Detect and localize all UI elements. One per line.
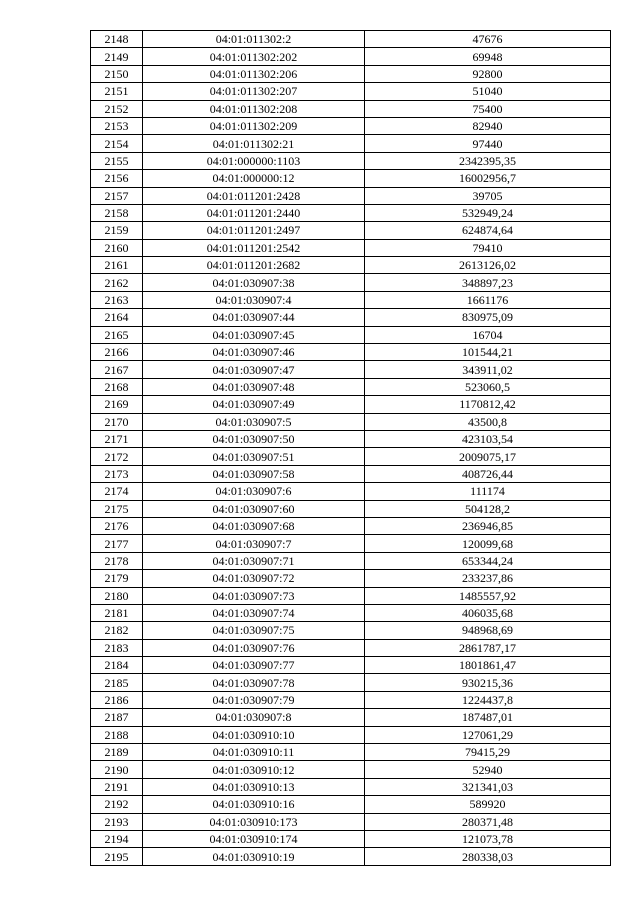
table-row	[91, 100, 611, 117]
cadastral-value-cell: 589920	[365, 796, 611, 813]
cadastral-value-cell: 406035,68	[365, 604, 611, 621]
row-number-cell: 2190	[91, 761, 143, 778]
cadastral-value-cell: 280338,03	[365, 848, 611, 865]
cadastral-number-cell: 04:01:011302:21	[143, 135, 365, 152]
cadastral-number-cell: 04:01:030907:6	[143, 483, 365, 500]
cadastral-value-cell: 408726,44	[365, 465, 611, 482]
table-row	[91, 361, 611, 378]
row-number-cell: 2148	[91, 31, 143, 48]
cadastral-number-cell: 04:01:030907:44	[143, 309, 365, 326]
table-row	[91, 309, 611, 326]
cadastral-number-cell: 04:01:030907:51	[143, 448, 365, 465]
cadastral-number-cell: 04:01:011302:202	[143, 48, 365, 65]
table-row	[91, 813, 611, 830]
cadastral-number-cell: 04:01:030910:10	[143, 726, 365, 743]
table-row	[91, 587, 611, 604]
table-row	[91, 135, 611, 152]
row-number-cell: 2161	[91, 257, 143, 274]
cadastral-number-cell: 04:01:030907:73	[143, 587, 365, 604]
cadastral-number-cell: 04:01:030907:8	[143, 709, 365, 726]
table-row	[91, 465, 611, 482]
table-row	[91, 726, 611, 743]
cadastral-number-cell: 04:01:030907:71	[143, 552, 365, 569]
row-number-cell: 2167	[91, 361, 143, 378]
cadastral-number-cell: 04:01:030907:45	[143, 326, 365, 343]
cadastral-value-cell: 82940	[365, 117, 611, 134]
row-number-cell: 2168	[91, 378, 143, 395]
row-number-cell: 2177	[91, 535, 143, 552]
cadastral-value-cell: 1801861,47	[365, 657, 611, 674]
cadastral-value-cell: 111174	[365, 483, 611, 500]
table-row	[91, 709, 611, 726]
cadastral-number-cell: 04:01:011201:2497	[143, 222, 365, 239]
row-number-cell: 2176	[91, 517, 143, 534]
cadastral-number-cell: 04:01:030907:77	[143, 657, 365, 674]
row-number-cell: 2172	[91, 448, 143, 465]
cadastral-number-cell: 04:01:030910:13	[143, 778, 365, 795]
cadastral-number-cell: 04:01:030907:46	[143, 344, 365, 361]
cadastral-value-cell: 2342395,35	[365, 152, 611, 169]
table-row	[91, 570, 611, 587]
cadastral-number-cell: 04:01:030907:79	[143, 691, 365, 708]
cadastral-value-cell: 187487,01	[365, 709, 611, 726]
table-row	[91, 830, 611, 847]
row-number-cell: 2171	[91, 430, 143, 447]
row-number-cell: 2160	[91, 239, 143, 256]
cadastral-value-cell: 1224437,8	[365, 691, 611, 708]
cadastral-value-cell: 523060,5	[365, 378, 611, 395]
cadastral-number-cell: 04:01:030907:7	[143, 535, 365, 552]
table-row	[91, 48, 611, 65]
cadastral-number-cell: 04:01:030910:16	[143, 796, 365, 813]
cadastral-value-cell: 52940	[365, 761, 611, 778]
cadastral-number-cell: 04:01:011201:2428	[143, 187, 365, 204]
cadastral-number-cell: 04:01:030910:174	[143, 830, 365, 847]
cadastral-value-cell: 1170812,42	[365, 396, 611, 413]
cadastral-value-cell: 127061,29	[365, 726, 611, 743]
row-number-cell: 2185	[91, 674, 143, 691]
cadastral-value-cell: 69948	[365, 48, 611, 65]
table-row	[91, 448, 611, 465]
row-number-cell: 2157	[91, 187, 143, 204]
table-row	[91, 204, 611, 221]
table-row	[91, 152, 611, 169]
table-row	[91, 761, 611, 778]
table-row	[91, 639, 611, 656]
cadastral-number-cell: 04:01:030907:78	[143, 674, 365, 691]
cadastral-value-cell: 948968,69	[365, 622, 611, 639]
table-row	[91, 674, 611, 691]
cadastral-number-cell: 04:01:030907:60	[143, 500, 365, 517]
cadastral-value-cell: 79410	[365, 239, 611, 256]
cadastral-number-cell: 04:01:030907:68	[143, 517, 365, 534]
cadastral-number-cell: 04:01:011302:206	[143, 65, 365, 82]
cadastral-value-cell: 236946,85	[365, 517, 611, 534]
cadastral-value-cell: 120099,68	[365, 535, 611, 552]
cadastral-value-cell: 16002956,7	[365, 170, 611, 187]
cadastral-number-cell: 04:01:030907:58	[143, 465, 365, 482]
row-number-cell: 2179	[91, 570, 143, 587]
cadastral-value-cell: 930215,36	[365, 674, 611, 691]
table-row	[91, 430, 611, 447]
table-row	[91, 65, 611, 82]
cadastral-number-cell: 04:01:011201:2440	[143, 204, 365, 221]
cadastral-value-cell: 75400	[365, 100, 611, 117]
cadastral-value-cell: 280371,48	[365, 813, 611, 830]
table-row	[91, 257, 611, 274]
cadastral-number-cell: 04:01:030907:5	[143, 413, 365, 430]
table-row	[91, 517, 611, 534]
table-row	[91, 552, 611, 569]
cadastral-value-cell: 348897,23	[365, 274, 611, 291]
table-row	[91, 378, 611, 395]
cadastral-number-cell: 04:01:030907:50	[143, 430, 365, 447]
table-body	[91, 31, 611, 866]
cadastral-number-cell: 04:01:011201:2682	[143, 257, 365, 274]
row-number-cell: 2193	[91, 813, 143, 830]
row-number-cell: 2182	[91, 622, 143, 639]
row-number-cell: 2180	[91, 587, 143, 604]
cadastral-number-cell: 04:01:030910:173	[143, 813, 365, 830]
row-number-cell: 2159	[91, 222, 143, 239]
table-row	[91, 604, 611, 621]
table-row	[91, 500, 611, 517]
table-row	[91, 291, 611, 308]
cadastral-value-cell: 47676	[365, 31, 611, 48]
cadastral-value-cell: 532949,24	[365, 204, 611, 221]
cadastral-value-cell: 1661176	[365, 291, 611, 308]
row-number-cell: 2150	[91, 65, 143, 82]
cadastral-value-cell: 101544,21	[365, 344, 611, 361]
table-row	[91, 744, 611, 761]
cadastral-number-cell: 04:01:030907:76	[143, 639, 365, 656]
row-number-cell: 2183	[91, 639, 143, 656]
cadastral-number-cell: 04:01:030907:4	[143, 291, 365, 308]
table-row	[91, 344, 611, 361]
row-number-cell: 2191	[91, 778, 143, 795]
row-number-cell: 2194	[91, 830, 143, 847]
cadastral-number-cell: 04:01:030907:74	[143, 604, 365, 621]
cadastral-number-cell: 04:01:030910:11	[143, 744, 365, 761]
row-number-cell: 2178	[91, 552, 143, 569]
cadastral-number-cell: 04:01:030907:49	[143, 396, 365, 413]
row-number-cell: 2188	[91, 726, 143, 743]
cadastral-number-cell: 04:01:011302:208	[143, 100, 365, 117]
cadastral-number-cell: 04:01:030910:12	[143, 761, 365, 778]
row-number-cell: 2166	[91, 344, 143, 361]
cadastral-value-cell: 2009075,17	[365, 448, 611, 465]
table-row	[91, 796, 611, 813]
cadastral-number-cell: 04:01:030907:72	[143, 570, 365, 587]
row-number-cell: 2165	[91, 326, 143, 343]
cadastral-value-cell: 2613126,02	[365, 257, 611, 274]
row-number-cell: 2152	[91, 100, 143, 117]
row-number-cell: 2153	[91, 117, 143, 134]
table-row	[91, 222, 611, 239]
row-number-cell: 2162	[91, 274, 143, 291]
row-number-cell: 2189	[91, 744, 143, 761]
row-number-cell: 2158	[91, 204, 143, 221]
cadastral-value-cell: 51040	[365, 83, 611, 100]
table-row	[91, 170, 611, 187]
row-number-cell: 2164	[91, 309, 143, 326]
table-row	[91, 483, 611, 500]
row-number-cell: 2175	[91, 500, 143, 517]
table-row	[91, 848, 611, 865]
table-row	[91, 396, 611, 413]
cadastral-number-cell: 04:01:030907:38	[143, 274, 365, 291]
cadastral-number-cell: 04:01:000000:1103	[143, 152, 365, 169]
row-number-cell: 2169	[91, 396, 143, 413]
cadastral-value-cell: 504128,2	[365, 500, 611, 517]
table-row	[91, 691, 611, 708]
table-row	[91, 535, 611, 552]
cadastral-number-cell: 04:01:000000:12	[143, 170, 365, 187]
row-number-cell: 2149	[91, 48, 143, 65]
cadastral-number-cell: 04:01:011201:2542	[143, 239, 365, 256]
table-row	[91, 778, 611, 795]
cadastral-value-cell: 233237,86	[365, 570, 611, 587]
table-row	[91, 83, 611, 100]
cadastral-value-cell: 39705	[365, 187, 611, 204]
cadastral-value-cell: 92800	[365, 65, 611, 82]
row-number-cell: 2192	[91, 796, 143, 813]
table-row	[91, 117, 611, 134]
table-row	[91, 413, 611, 430]
cadastral-number-cell: 04:01:011302:2	[143, 31, 365, 48]
document-page	[90, 30, 610, 866]
cadastral-value-cell: 79415,29	[365, 744, 611, 761]
row-number-cell: 2154	[91, 135, 143, 152]
cadastral-value-cell: 830975,09	[365, 309, 611, 326]
row-number-cell: 2151	[91, 83, 143, 100]
cadastral-value-cell: 343911,02	[365, 361, 611, 378]
row-number-cell: 2174	[91, 483, 143, 500]
row-number-cell: 2155	[91, 152, 143, 169]
row-number-cell: 2181	[91, 604, 143, 621]
table-row	[91, 326, 611, 343]
cadastral-number-cell: 04:01:011302:209	[143, 117, 365, 134]
row-number-cell: 2184	[91, 657, 143, 674]
row-number-cell: 2163	[91, 291, 143, 308]
cadastral-value-cell: 624874,64	[365, 222, 611, 239]
cadastral-number-cell: 04:01:030910:19	[143, 848, 365, 865]
cadastral-number-cell: 04:01:030907:48	[143, 378, 365, 395]
cadastral-value-cell: 2861787,17	[365, 639, 611, 656]
table-row	[91, 274, 611, 291]
cadastral-value-cell: 1485557,92	[365, 587, 611, 604]
cadastral-value-cell: 321341,03	[365, 778, 611, 795]
row-number-cell: 2186	[91, 691, 143, 708]
cadastral-number-cell: 04:01:011302:207	[143, 83, 365, 100]
cadastral-value-table	[90, 30, 611, 866]
row-number-cell: 2173	[91, 465, 143, 482]
cadastral-value-cell: 653344,24	[365, 552, 611, 569]
table-row	[91, 187, 611, 204]
cadastral-value-cell: 423103,54	[365, 430, 611, 447]
cadastral-number-cell: 04:01:030907:75	[143, 622, 365, 639]
row-number-cell: 2187	[91, 709, 143, 726]
table-row	[91, 622, 611, 639]
table-row	[91, 31, 611, 48]
row-number-cell: 2195	[91, 848, 143, 865]
cadastral-number-cell: 04:01:030907:47	[143, 361, 365, 378]
cadastral-value-cell: 43500,8	[365, 413, 611, 430]
cadastral-value-cell: 16704	[365, 326, 611, 343]
row-number-cell: 2156	[91, 170, 143, 187]
table-row	[91, 657, 611, 674]
cadastral-value-cell: 97440	[365, 135, 611, 152]
table-row	[91, 239, 611, 256]
row-number-cell: 2170	[91, 413, 143, 430]
cadastral-value-cell: 121073,78	[365, 830, 611, 847]
